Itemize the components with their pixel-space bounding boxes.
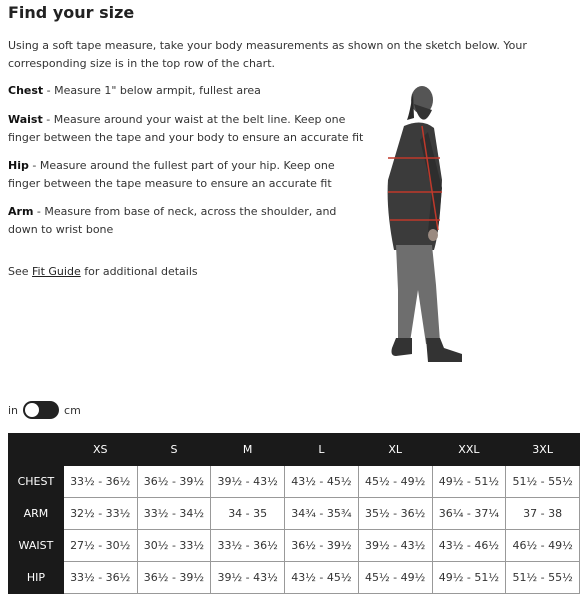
table-cell: 39½ - 43½ (211, 562, 285, 594)
table-cell: 37 - 38 (506, 498, 580, 530)
hip-instruction (8, 157, 368, 193)
unit-toggle (8, 400, 81, 420)
size-header-xxl: XXL (432, 434, 506, 466)
table-cell: 33½ - 36½ (211, 530, 285, 562)
waist-label: Waist (8, 113, 43, 126)
waist-instruction (8, 111, 368, 147)
table-cell: 45½ - 49½ (358, 562, 432, 594)
table-cell: 36½ - 39½ (285, 530, 359, 562)
table-cell: 30½ - 33½ (137, 530, 211, 562)
chest-label: Chest (8, 84, 44, 97)
table-cell: 35½ - 36½ (358, 498, 432, 530)
size-header-xs: XS (63, 434, 137, 466)
table-cell: 45½ - 49½ (358, 466, 432, 498)
chest-text: - Measure 1" below armpit, fullest area (43, 84, 261, 97)
row-label-chest: CHEST (9, 466, 64, 498)
row-label-hip: HIP (9, 562, 64, 594)
fit-guide-prefix: See (8, 265, 33, 278)
table-cell: 39½ - 43½ (358, 530, 432, 562)
arm-label: Arm (8, 205, 34, 218)
unit-label-in: in (8, 403, 19, 417)
fit-guide-suffix: for additional details (80, 265, 198, 278)
size-header-m: M (211, 434, 285, 466)
table-row-waist (9, 530, 580, 562)
fit-guide-note (8, 265, 198, 278)
measurement-sketch-figure (370, 80, 490, 380)
corner-cell (9, 434, 64, 466)
table-cell: 33½ - 36½ (63, 562, 137, 594)
size-header-xl: XL (358, 434, 432, 466)
table-cell: 32½ - 33½ (63, 498, 137, 530)
table-cell: 49½ - 51½ (432, 466, 506, 498)
arm-text: - Measure from base of neck, across the shoulder, and down to wrist bone (8, 205, 337, 236)
table-cell: 36¼ - 37¼ (432, 498, 506, 530)
table-cell: 33½ - 36½ (63, 466, 137, 498)
table-cell: 36½ - 39½ (137, 466, 211, 498)
table-cell: 43½ - 46½ (432, 530, 506, 562)
table-cell: 43½ - 45½ (285, 562, 359, 594)
table-cell: 51½ - 55½ (506, 466, 580, 498)
hip-label: Hip (8, 159, 29, 172)
size-header-row (9, 434, 580, 466)
table-cell: 43½ - 45½ (285, 466, 359, 498)
table-cell: 51½ - 55½ (506, 562, 580, 594)
unit-switch[interactable] (23, 401, 59, 419)
intro-text: Using a soft tape measure, take your body measurements as shown on the sketch below. Your corresponding size is in the top row of the chart. (8, 39, 527, 70)
row-label-arm: ARM (9, 498, 64, 530)
fit-guide-link[interactable]: Fit Guide (32, 265, 81, 278)
table-cell: 34¾ - 35¾ (285, 498, 359, 530)
size-chart-table (8, 433, 580, 594)
size-header-l: L (285, 434, 359, 466)
arm-instruction (8, 203, 368, 239)
table-row-chest (9, 466, 580, 498)
table-cell: 36½ - 39½ (137, 562, 211, 594)
table-cell: 33½ - 34½ (137, 498, 211, 530)
table-cell: 49½ - 51½ (432, 562, 506, 594)
table-cell: 34 - 35 (211, 498, 285, 530)
table-row-arm (9, 498, 580, 530)
chest-instruction (8, 82, 368, 100)
waist-text: - Measure around your waist at the belt line. Keep one finger between the tape and your body to ensure an accurate fit (8, 113, 364, 144)
unit-switch-knob (25, 403, 39, 417)
page-title: Find your size (8, 3, 135, 22)
table-cell: 39½ - 43½ (211, 466, 285, 498)
size-header-s: S (137, 434, 211, 466)
table-cell: 27½ - 30½ (63, 530, 137, 562)
row-label-waist: WAIST (9, 530, 64, 562)
unit-label-cm: cm (64, 403, 81, 417)
table-row-hip (9, 562, 580, 594)
size-header-3xl: 3XL (506, 434, 580, 466)
table-cell: 46½ - 49½ (506, 530, 580, 562)
hip-text: - Measure around the fullest part of your hip. Keep one finger between the tape measure to ensure an accurate fit (8, 159, 335, 190)
